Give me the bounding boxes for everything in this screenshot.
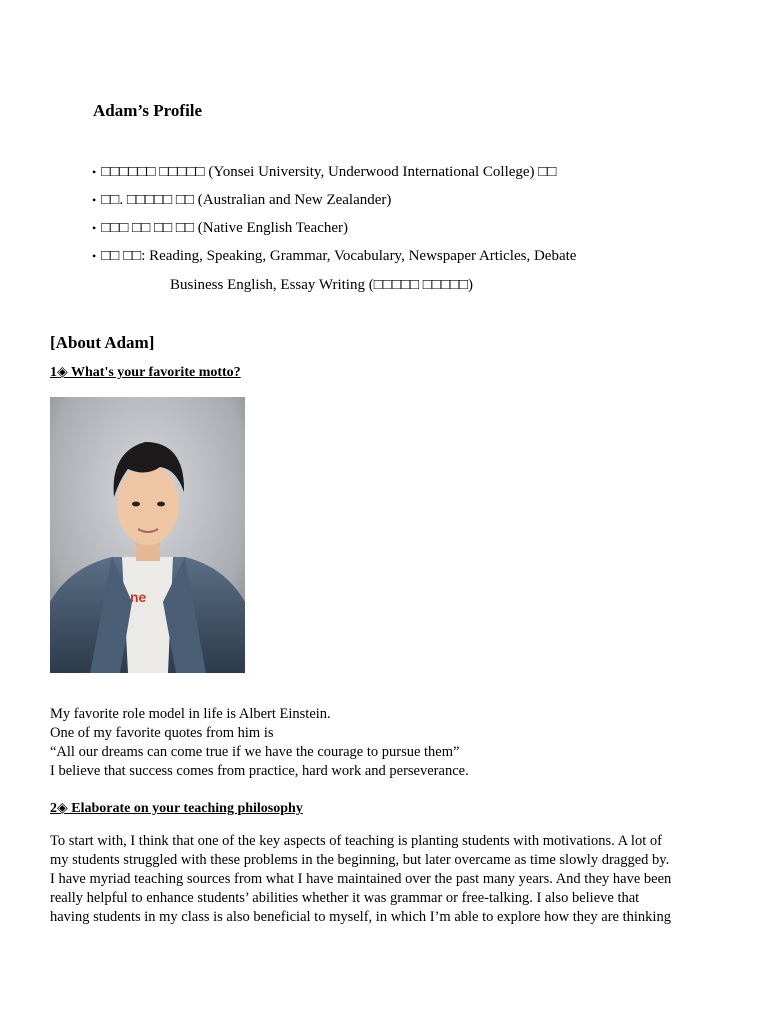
bullet-icon: • (92, 221, 97, 235)
profile-bullet-nationality (92, 192, 391, 209)
answer-2-line: To start with, I think that one of the key aspects of teaching is planting students with motivations. A lot of (50, 833, 662, 849)
profile-bullet-subjects (92, 248, 576, 265)
svg-text:ne: ne (130, 589, 147, 605)
answer-1-line: One of my favorite quotes from him is (50, 725, 274, 741)
profile-bullet-subjects-continuation: Business English, Essay Writing (□□□□□ □□□□□) (170, 277, 474, 293)
answer-2-line: having students in my class is also beneficial to myself, in which I’m able to explore how they are thinking (50, 909, 671, 925)
profile-bullet-native-teacher (92, 220, 348, 237)
bullet-icon: • (92, 193, 97, 207)
bullet-text: □□□ □□ □□ □□ (Native English Teacher) (101, 220, 349, 236)
answer-2-line: really helpful to enhance students’ abilities whether it was grammar or free-talking. I also believe that (50, 890, 640, 906)
bullet-text: □□ □□: Reading, Speaking, Grammar, Vocabulary, Newspaper Articles, Debate (101, 248, 577, 264)
about-heading: [About Adam] (50, 333, 155, 352)
question-1: 1◈ What's your favorite motto? (50, 365, 241, 380)
bullet-icon: • (92, 165, 97, 179)
answer-1-line: “All our dreams can come true if we have the courage to pursue them” (50, 744, 460, 760)
question-2: 2◈ Elaborate on your teaching philosophy (50, 801, 303, 816)
page-title: Adam’s Profile (93, 101, 203, 120)
answer-1-line: I believe that success comes from practice, hard work and perseverance. (50, 763, 469, 779)
profile-photo (50, 397, 245, 673)
answer-2-line: my students struggled with these problems in the beginning, but later overcame as time slowly dragged by. (50, 852, 670, 868)
bullet-text: □□□□□□ □□□□□ (Yonsei University, Underwood International College) □□ (101, 164, 557, 180)
profile-bullet-education (92, 164, 556, 181)
answer-2-line: I have myriad teaching sources from what I have maintained over the past many years. And they have been (50, 871, 672, 887)
bullet-icon: • (92, 249, 97, 263)
answer-1-line: My favorite role model in life is Albert Einstein. (50, 706, 331, 722)
bullet-text: □□. □□□□□ □□ (Australian and New Zealander) (101, 192, 392, 208)
